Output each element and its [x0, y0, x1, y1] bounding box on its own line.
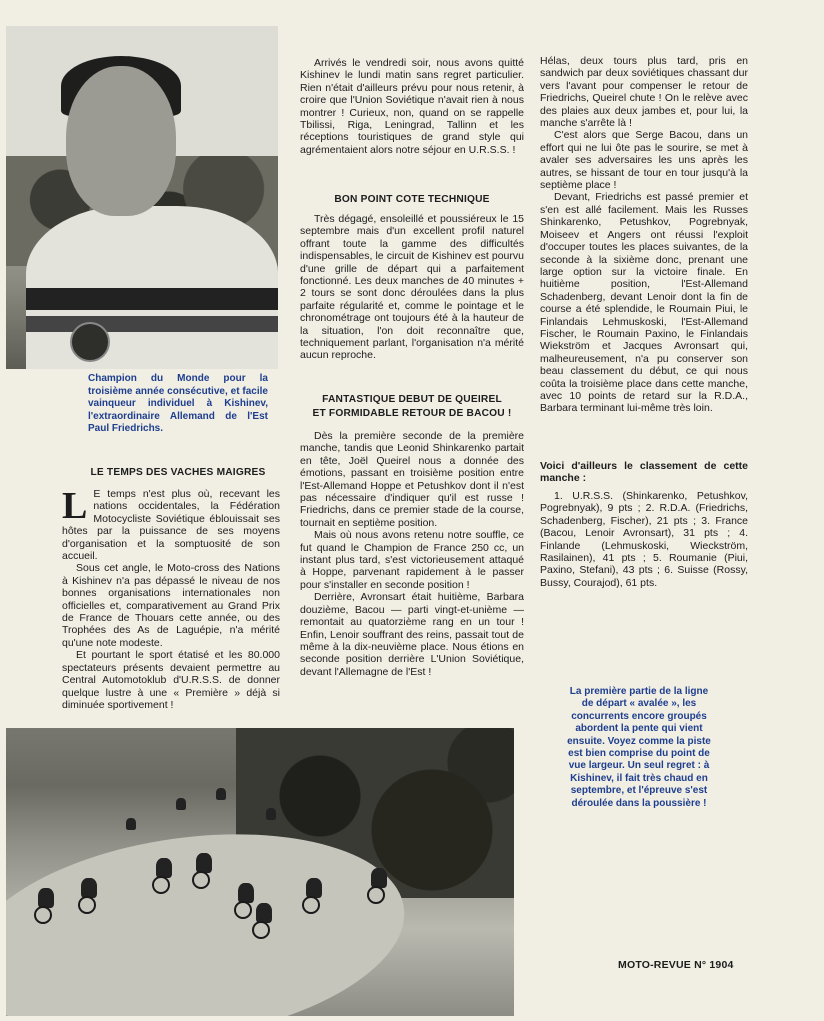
paragraph: Hélas, deux tours plus tard, pris en sandwich par deux soviétiques chassant dur vers l'avant pour compenser le retour de Friedrichs, Queirel chute ! On le relève avec des plaies aux deux jambes et, pour lui, la manche s'arrête là ! [540, 55, 748, 130]
paragraph: Très dégagé, ensoleillé et poussiéreux le 15 septembre mais d'un excellent profil naturel offrant toute la gamme des difficultés indispensables, le circuit de Kishinev est pourvu d'une grille de départ qui a parfaitement fonctionné. Les deux manches de 40 minutes + 2 tours se sont donc déroulées dans la plus parfaite régularité et, comme le pointage et le chronométrage ont toujours été à la hauteur de la situation, l'on doit reconnaître que, techniquement parlant, l'organisation n'a mérité aucun reproche. [300, 213, 524, 362]
start-photo-caption: La première partie de la ligne de départ « avalée », les concurrents encore groupés abordent la pente qui vient ensuite. Voyez comme la piste est bien comprise du point de vue largeur. Un seul regret : à Kishinev, il fait très chaud en septembre, et l'épreuve s'est déroulée dans la poussière ! [567, 686, 711, 809]
portrait-photo-friedrichs [6, 26, 278, 369]
paragraph: Devant, Friedrichs est passé premier et s'en est allé facilement. Mais les Russes Shinkarenko, Petushkov, Pogrebnyak, Moiseev et Angers ont réussi l'exploit d'occuper toutes les places suivantes, de la seconde à la sixième donc, prenant une large option sur la victoire finale. En huitième position, l'Est-Allemand Schadenberg, devant Lenoir dont la fin de course a été splendide, le Roumain Piui, le Finlandais Lehmuskoski, l'Est-Allemand Fischer, le Roumain Paxino, le Finlandais Wiekström et Jacques Avronsart qui, malheureusement, n'a pu conserver son beau classement du début, ce qui nous coûta la troisième place dans cette manche, avec 10 points de retard sur la R.D.A., Barbara terminant lui-même très loin. [540, 191, 748, 415]
article-column-2-intro [300, 57, 524, 156]
paragraph: E temps n'est plus où, recevant les nations occidentales, la Fédération Motocycliste Soviétique éblouissait ses hôtes par la puissance de ses moyens d'organisation et la somptuosité de son accueil. [62, 488, 280, 563]
paragraph: Sous cet angle, le Moto-cross des Nations à Kishinev n'a pas dépassé le niveau de nos bonnes organisations internationales non officielles et, comparativement au Grand Prix de France de Thouars cette année, ou des Trophées des As de Laguépie, n'a mérité qu'une note modeste. [62, 562, 280, 649]
paragraph: Dès la première seconde de la première manche, tandis que Leonid Shinkarenko partait en tête, Joël Queirel nous a donnée des émotions, passant en troisième position entre l'Est-Allemand Hoppe et Petushkov dont il n'est pas nécessaire d'indiquer qu'il est russe ! Friedrichs, dans ce premier stade de la course, tournait en septième position. [300, 430, 524, 529]
paragraph: Arrivés le vendredi soir, nous avons quitté Kishinev le lundi matin sans regret particulier. Rien n'était d'ailleurs prévu pour nous retenir, à croire que l'Union Soviétique n'avait rien à nous montrer ! Curieux, non, quand on se rappelle Tbilissi, Riga, Leningrad, Tallinn et les réceptions touristiques de grand style qui agrémentaient alors notre séjour en U.R.S.S. ! [300, 57, 524, 156]
paragraph: Derrière, Avronsart était huitième, Barbara douzième, Bacou — parti vingt-et-unième — remontait au quatorzième rang en un tour ! Enfin, Lenoir souffrant des reins, passait tout de même à la dix-neuvième place. Nous étions en seconde position derrière L'Union Soviétique, devant l'Allemagne de l'Est ! [300, 591, 524, 678]
classement-results [540, 490, 748, 589]
classement-title: Voici d'ailleurs le classement de cette manche : [540, 460, 748, 485]
paragraph: Et pourtant le sport étatisé et les 80.000 spectateurs présents devaient permettre au Central Automotoklub d'U.R.S.S. de donner quelque lustre à une « Première » déjà si diminuée sportivement ! [62, 649, 280, 711]
section-heading-queirel-line2: ET FORMIDABLE RETOUR DE BACOU ! [312, 408, 512, 419]
drop-cap: L [62, 485, 88, 527]
article-column-1 [62, 485, 280, 711]
section-heading-vaches-maigres: LE TEMPS DES VACHES MAIGRES [90, 467, 266, 478]
article-column-2-technique [300, 213, 524, 362]
portrait-caption: Champion du Monde pour la troisième année consécutive, et facile vainqueur individuel à Kishinev, l'extraordinaire Allemand de l'Est Paul Friedrichs. [88, 373, 268, 434]
page-footer: MOTO-REVUE N° 1904 [618, 959, 734, 971]
section-heading-queirel-line1: FANTASTIQUE DEBUT DE QUEIREL [322, 394, 502, 405]
section-heading-technique: BON POINT COTE TECHNIQUE [334, 194, 490, 205]
emblem-icon [70, 322, 110, 362]
motocross-start-photo [6, 728, 514, 1016]
bleed-through-decoration [770, 90, 824, 370]
article-column-2-race [300, 430, 524, 678]
paragraph: 1. U.R.S.S. (Shinkarenko, Petushkov, Pogrebnyak), 9 pts ; 2. R.D.A. (Friedrichs, Schadenberg, Fischer), 21 pts ; 3. France (Bacou, Lenoir Avronsart), 31 pts ; 4. Finlande (Lehmuskoski, Wieckström, Rasilainen), 41 pts ; 5. Roumanie (Piui, Paxino, Stefani), 43 pts ; 6. Suisse (Rossy, Bussy, Courajod), 61 pts. [540, 490, 748, 589]
article-column-3 [540, 55, 748, 415]
paragraph: Mais où nous avons retenu notre souffle, ce fut quand le Champion de France 250 cc, un instant plus tard, s'est victorieusement attaqué à Hoppe, parvenant rapidement à le passer pour s'installer en seconde position ! [300, 529, 524, 591]
paragraph: C'est alors que Serge Bacou, dans un effort qui ne lui ôte pas le sourire, se met à avaler ses adversaires les uns après les autres, se hissant de tour en tour jusqu'à la septième place ! [540, 129, 748, 192]
